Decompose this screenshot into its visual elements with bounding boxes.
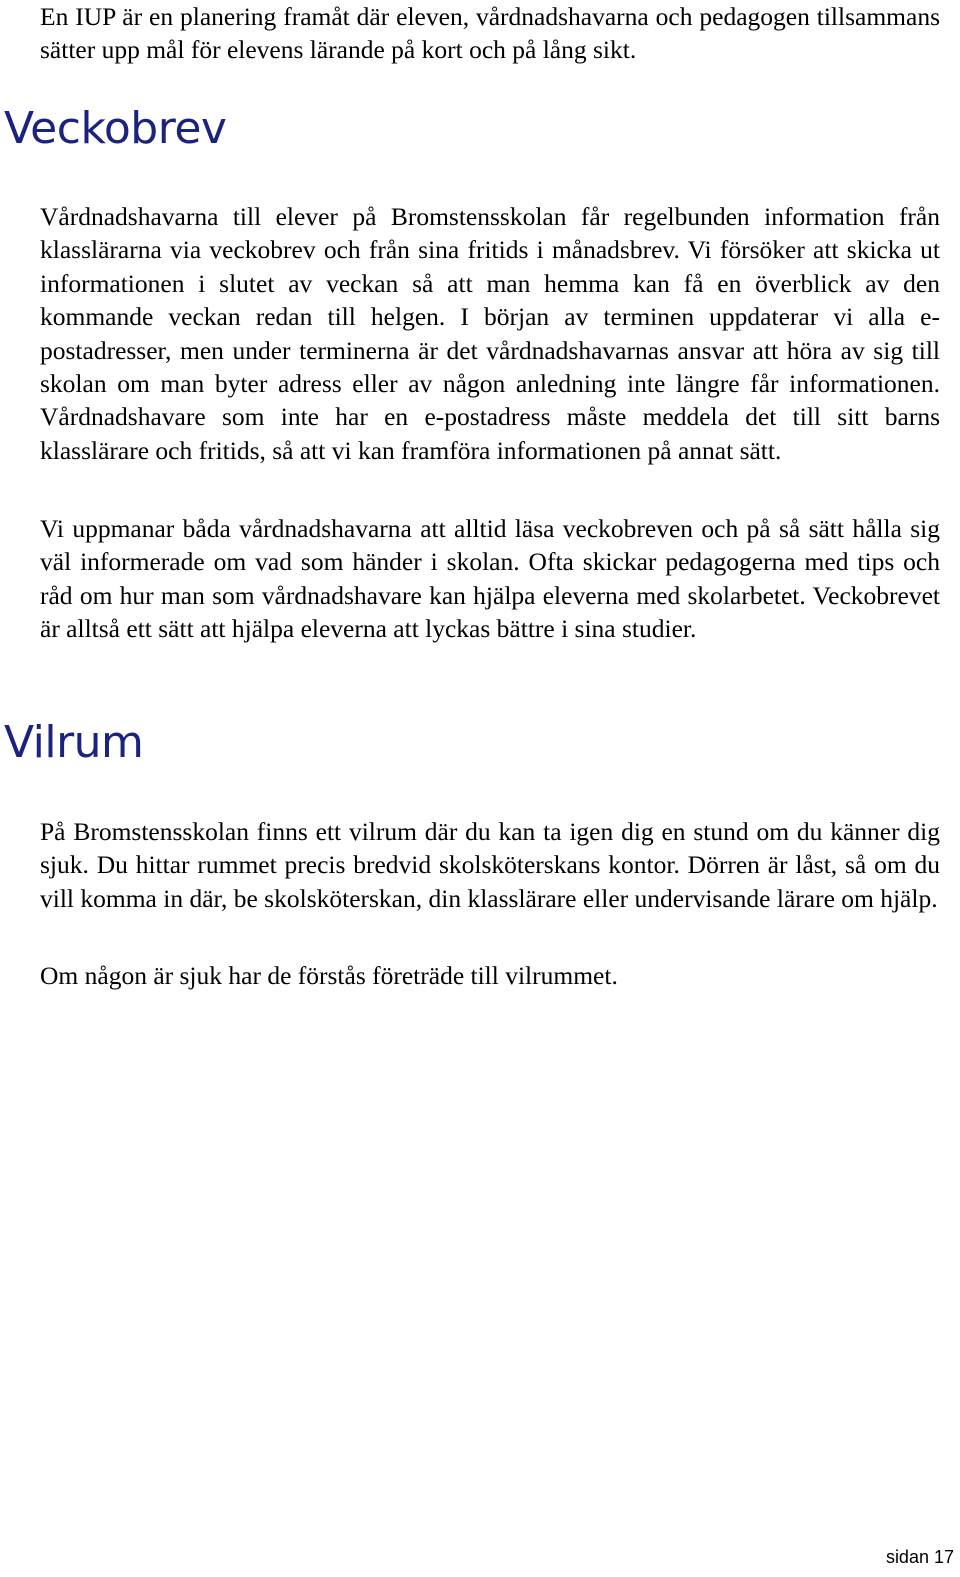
section-heading-veckobrev: Veckobrev (4, 103, 227, 154)
vilrum-paragraph-1: På Bromstensskolan finns ett vilrum där du kan ta igen dig en stund om du känner dig sjuk. Du hittar rummet precis bredvid skolsköterskans kontor. Dörren är låst, så om du vill komma in där, be skolsköterskan, din klasslärare eller undervisande lärare om hjälp. (40, 817, 940, 913)
veckobrev-paragraph-1: Vårdnadshavarna till elever på Bromstensskolan får regelbunden information från klasslärarna via veckobrev och från sina fritids i månadsbrev. Vi försöker att skicka ut informationen i slutet av veckan så att man hemma kan få en överblick av den kommande veckan redan till helgen. I början av terminen uppdaterar vi alla e-postadresser, men under terminerna är det vårdnadshavarnas ansvar att höra av sig till skolan om man byter adress eller av någon anledning inte längre får informationen. Vårdnadshavare som inte har en e-postadress måste meddela det till sitt barns klasslärare och fritids, så att vi kan framföra informationen på annat sätt. (40, 202, 940, 465)
section-heading-vilrum: Vilrum (4, 717, 144, 768)
intro-paragraph: En IUP är en planering framåt där eleven, vårdnadshavarna och pedagogen tillsammans sätter upp mål för elevens lärande på kort och på lång sikt. (40, 2, 940, 65)
page-number: sidan 17 (885, 1547, 954, 1567)
veckobrev-paragraph-2: Vi uppmanar båda vårdnadshavarna att alltid läsa veckobreven och på så sätt hålla sig väl informerade om vad som händer i skolan. Ofta skickar pedagogerna med tips och råd om hur man som vårdnadshavare kan hjälpa eleverna med skolarbetet. Veckobrevet är alltså ett sätt att hjälpa eleverna att lyckas bättre i sina studier. (40, 514, 940, 644)
vilrum-paragraph-2: Om någon är sjuk har de förstås företräde till vilrummet. (40, 961, 618, 990)
